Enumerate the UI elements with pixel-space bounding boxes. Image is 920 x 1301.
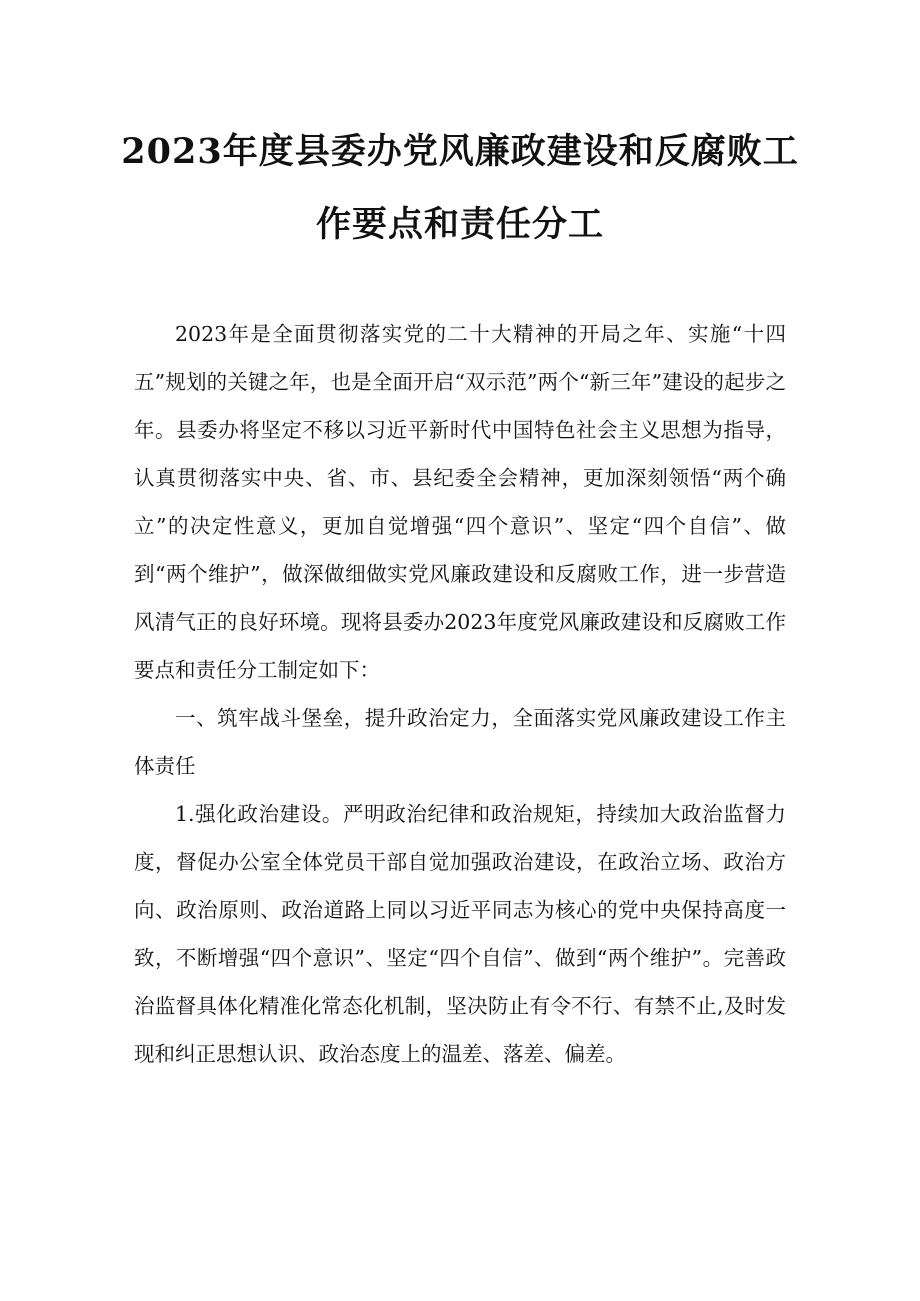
document-title-line-1: 2023年度县委办党风廉政建设和反腐败工 — [121, 131, 799, 172]
document-title-line-2: 作要点和责任分工 — [315, 204, 604, 245]
section-heading-1: 一、筑牢战斗堡垒，提升政治定力，全面落实党风廉政建设工作主体责任 — [134, 706, 786, 778]
document-body — [134, 310, 786, 1078]
item-paragraph-1: 1.强化政治建设。严明政治纪律和政治规矩，持续加大政治监督力度，督促办公室全体党员干部自觉加强政治建设，在政治立场、政治方向、政治原则、政治道路上同以习近平同志为核心的党中央保持高度一致，不断增强“四个意识”、坚定“四个自信”、做到“两个维护”。完善政治监督具体化精准化常态化机制，坚决防止有令不行、有禁不止,及时发现和纠正思想认识、政治态度上的温差、落差、偏差。 — [134, 802, 786, 1066]
intro-paragraph: 2023年是全面贯彻落实党的二十大精神的开局之年、实施“十四五”规划的关键之年，也是全面开启“双示范”两个“新三年”建设的起步之年。县委办将坚定不移以习近平新时代中国特色社会主义思想为指导，认真贯彻落实中央、省、市、县纪委全会精神，更加深刻领悟“两个确立”的决定性意义，更加自觉增强“四个意识”、坚定“四个自信”、做到“两个维护”，做深做细做实党风廉政建设和反腐败工作，进一步营造风清气正的良好环境。现将县委办2023年度党风廉政建设和反腐败工作要点和责任分工制定如下： — [134, 322, 786, 682]
